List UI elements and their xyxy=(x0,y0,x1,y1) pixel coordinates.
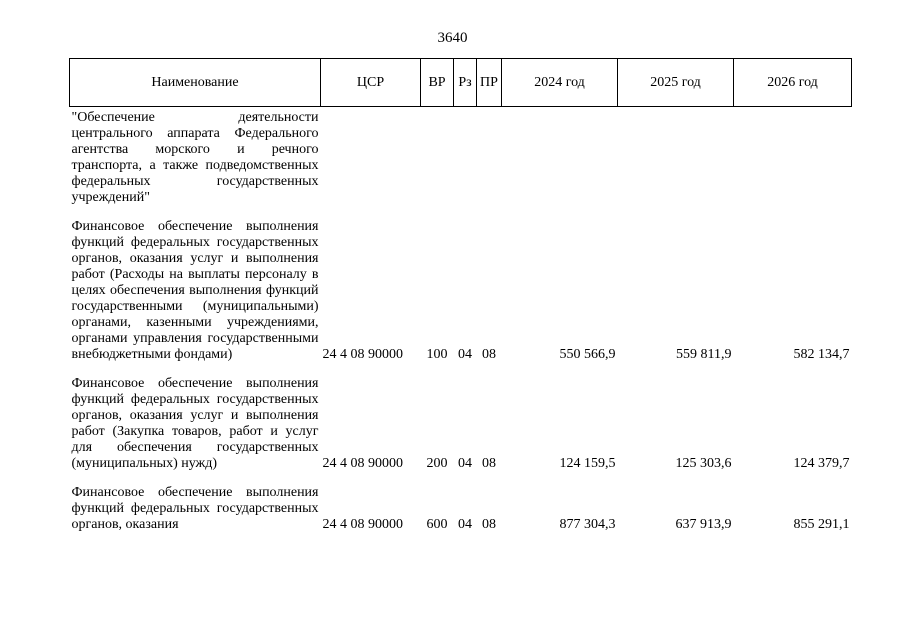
row-rz: 04 xyxy=(458,517,472,532)
table-row xyxy=(70,107,852,208)
row-2024: 124 159,5 xyxy=(559,456,616,471)
row-2026: 124 379,7 xyxy=(793,456,850,471)
row-pr: 08 xyxy=(482,347,496,362)
table-row xyxy=(70,207,852,364)
header-rz: Рз xyxy=(454,59,477,107)
budget-table xyxy=(69,58,852,534)
table-row xyxy=(70,473,852,534)
row-vr: 600 xyxy=(426,517,448,532)
row-2025: 559 811,9 xyxy=(676,347,732,362)
table-row xyxy=(70,364,852,473)
row-rz xyxy=(454,107,477,208)
row-rz: 04 xyxy=(458,347,472,362)
row-csr xyxy=(321,107,421,208)
row-pr: 08 xyxy=(482,456,496,471)
row-vr xyxy=(421,107,454,208)
row-pr xyxy=(477,107,502,208)
row-2024 xyxy=(502,107,618,208)
row-2025: 125 303,6 xyxy=(675,456,732,471)
header-csr: ЦСР xyxy=(321,59,421,107)
row-2024: 550 566,9 xyxy=(559,347,616,362)
row-2026: 855 291,1 xyxy=(793,517,850,532)
row-rz: 04 xyxy=(458,456,472,471)
page-number: 3640 xyxy=(437,30,468,46)
row-name: Финансовое обеспечение выполнения функций федеральных государственных органов, оказания услуг и выполнения работ (Закупка товаров, работ и услуг для обеспечения государственных (муниципальных) нужд) xyxy=(71,376,319,471)
row-csr: 24 4 08 90000 xyxy=(322,347,403,362)
row-vr: 200 xyxy=(426,456,448,471)
row-2024: 877 304,3 xyxy=(559,517,616,532)
header-2025: 2025 год xyxy=(618,59,734,107)
row-2025: 637 913,9 xyxy=(675,517,732,532)
row-name: Финансовое обеспечение выполнения функций федеральных государственных органов, оказания xyxy=(71,485,319,532)
table-header-row xyxy=(70,59,852,107)
row-2025 xyxy=(618,107,734,208)
header-2026: 2026 год xyxy=(734,59,852,107)
header-pr: ПР xyxy=(477,59,502,107)
row-2026 xyxy=(734,107,852,208)
row-name: Финансовое обеспечение выполнения функций федеральных государственных органов, оказания услуг и выполнения работ (Расходы на выплаты персоналу в целях обеспечения выполнения функций государственными (муниципальными) органами, казенными учреждениями, органами управления государственными внебюджетными фондами) xyxy=(71,219,319,362)
row-2026: 582 134,7 xyxy=(793,347,850,362)
row-pr: 08 xyxy=(482,517,496,532)
row-csr: 24 4 08 90000 xyxy=(322,517,403,532)
row-csr: 24 4 08 90000 xyxy=(322,456,403,471)
header-name: Наименование xyxy=(70,59,321,107)
header-2024: 2024 год xyxy=(502,59,618,107)
row-vr: 100 xyxy=(426,347,448,362)
row-name: "Обеспечение деятельности центрального аппарата Федерального агентства морского и речного транспорта, а также подведомственных федеральных государственных учреждений" xyxy=(71,110,319,205)
header-vr: ВР xyxy=(421,59,454,107)
